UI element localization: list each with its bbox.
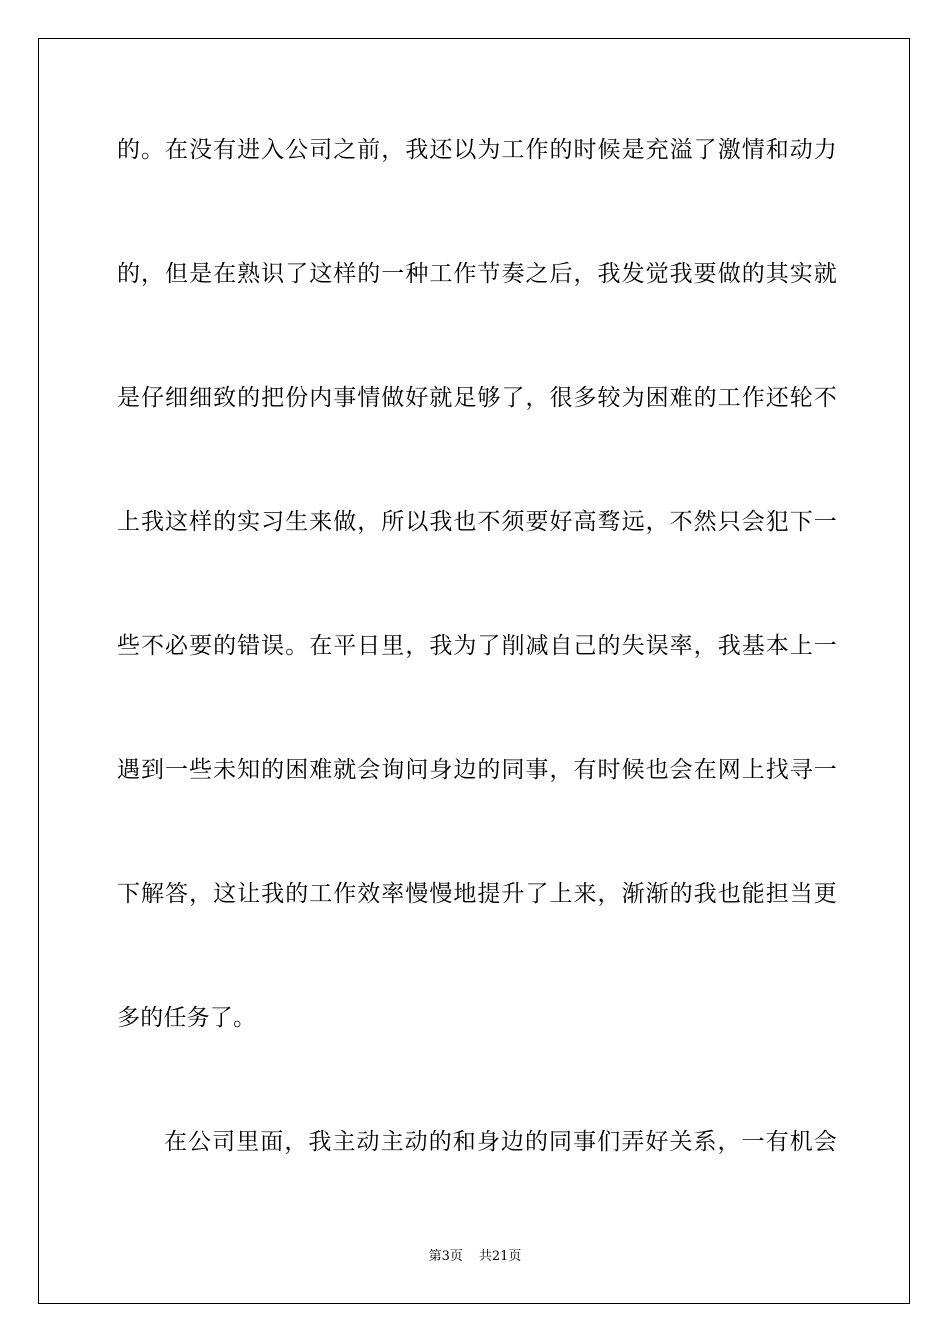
body-text-line-4: 上我这样的实习生来做，所以我也不须要好高骛远，不然只会犯下一 [117,509,837,535]
body-text-line-7: 下解答，这让我的工作效率慢慢地提升了上来，渐渐的我也能担当更 [117,881,837,907]
page-border [38,38,910,1304]
page-number: 第3页 [428,1249,463,1264]
body-text-line-6: 遇到一些未知的困难就会询问身边的同事，有时候也会在网上找寻一 [117,757,837,783]
paragraph-start-line: 在公司里面，我主动主动的和身边的同事们弄好关系，一有机会 [164,1129,837,1155]
body-text-line-1: 的。在没有进入公司之前，我还以为工作的时候是充溢了激情和动力 [117,137,837,163]
body-text-line-5: 些不必要的错误。在平日里，我为了削减自己的失误率，我基本上一 [117,633,837,659]
body-text-line-2: 的，但是在熟识了这样的一种工作节奏之后，我发觉我要做的其实就 [117,261,837,287]
body-text-line-8: 多的任务了。 [117,1005,257,1031]
body-text-line-3: 是仔细细致的把份内事情做好就足够了，很多较为困难的工作还轮不 [117,385,837,411]
page-footer [0,1248,950,1266]
total-pages: 共21页 [478,1249,522,1264]
